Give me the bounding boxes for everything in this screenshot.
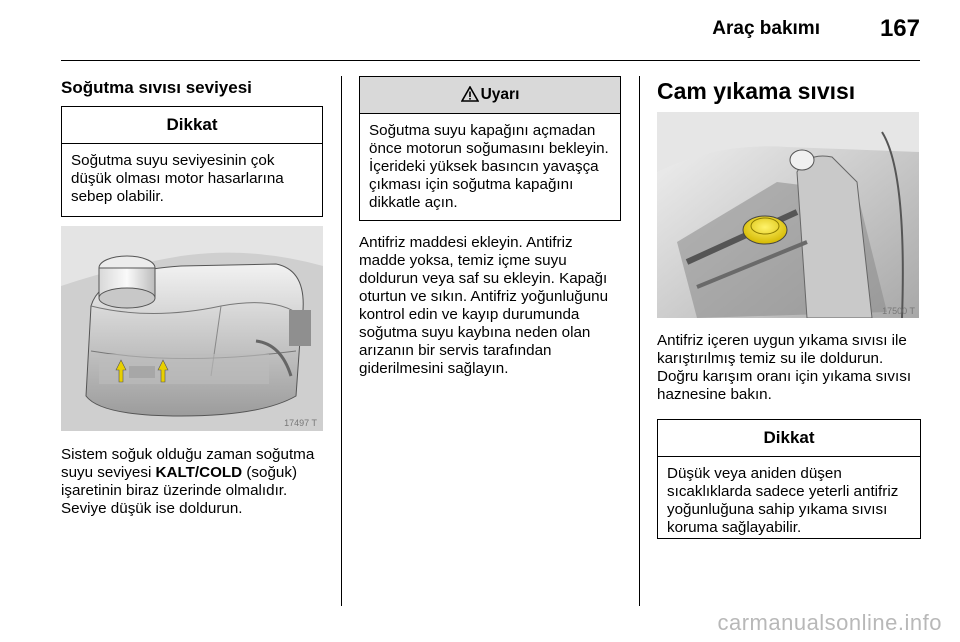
right-text bbox=[657, 332, 921, 539]
right-column bbox=[657, 77, 919, 105]
warning-title-bar bbox=[360, 77, 620, 114]
coolant-warning-box bbox=[359, 76, 621, 221]
paragraph-text-cont: (soğuk) işaretinin biraz üzerinde olmalıdır. Seviye düşük ise doldurun. bbox=[61, 464, 298, 517]
notice-text: Düşük veya aniden düşen sıcaklıklarda sadece yeterli antifriz yoğunluğuna sahip yıkama sıvısı koruma sağlayabilir. bbox=[667, 465, 899, 536]
notice-text: Soğutma suyu seviyesinin çok düşük olması motor hasarlarına sebep olabilir. bbox=[71, 152, 284, 205]
coolant-notice-box bbox=[61, 106, 323, 217]
washer-fluid-paragraph: Antifriz içeren uygun yıkama sıvısı ile karıştırılmış temiz su ile doldurun. Doğru karışım oranı için yıkama sıvısı haznesine bakın. bbox=[657, 332, 912, 403]
warning-text: Soğutma suyu kapağını açmadan önce motorun soğumasını bekleyin. İçerideki yüksek basıncın yavaşça çıkması için soğutma kapağını dikkatle açın. bbox=[369, 122, 609, 211]
washer-reservoir-illustration bbox=[657, 112, 919, 318]
warning-triangle-icon bbox=[461, 80, 479, 116]
header-rule bbox=[61, 60, 920, 61]
page-number: 167 bbox=[879, 15, 920, 42]
coolant-level-paragraph bbox=[61, 446, 323, 518]
figure-code: 17497 T bbox=[284, 418, 317, 428]
antifreeze-paragraph: Antifriz maddesi ekleyin. Antifriz madde yoksa, temiz içme suyu doldurun veya saf su ekleyin. Kapağı oturtun ve sıkın. Antifriz yoğunluğunu kontrol edin ve kayıp durumunda soğutma suyu kaybına neden olan arızanın bir servis tarafından giderilmesini sağlayın. bbox=[359, 234, 609, 377]
coolant-reservoir-illustration bbox=[61, 226, 323, 431]
figure-code: 17500 T bbox=[882, 306, 915, 316]
coolant-level-heading: Soğutma sıvısı seviyesi bbox=[61, 78, 252, 97]
column-divider-left bbox=[341, 76, 342, 606]
left-column bbox=[61, 78, 323, 217]
washer-fluid-figure bbox=[657, 112, 919, 318]
washer-notice-box bbox=[657, 419, 921, 539]
middle-column bbox=[359, 76, 621, 378]
watermark: carmanualsonline.info bbox=[717, 610, 942, 635]
left-text bbox=[61, 446, 323, 518]
notice-title: Dikkat bbox=[658, 420, 920, 457]
washer-fluid-heading: Cam yıkama sıvısı bbox=[657, 78, 856, 104]
running-header-title: Araç bakımı bbox=[712, 18, 820, 39]
coolant-reservoir-figure bbox=[61, 226, 323, 431]
paragraph-text: Sistem soğuk olduğu zaman soğutma suyu seviyesi bbox=[61, 446, 315, 481]
warning-title: Uyarı bbox=[480, 86, 520, 103]
column-divider-right bbox=[639, 76, 640, 606]
kalt-cold-label: KALT/COLD bbox=[155, 464, 243, 481]
notice-title: Dikkat bbox=[62, 107, 322, 144]
